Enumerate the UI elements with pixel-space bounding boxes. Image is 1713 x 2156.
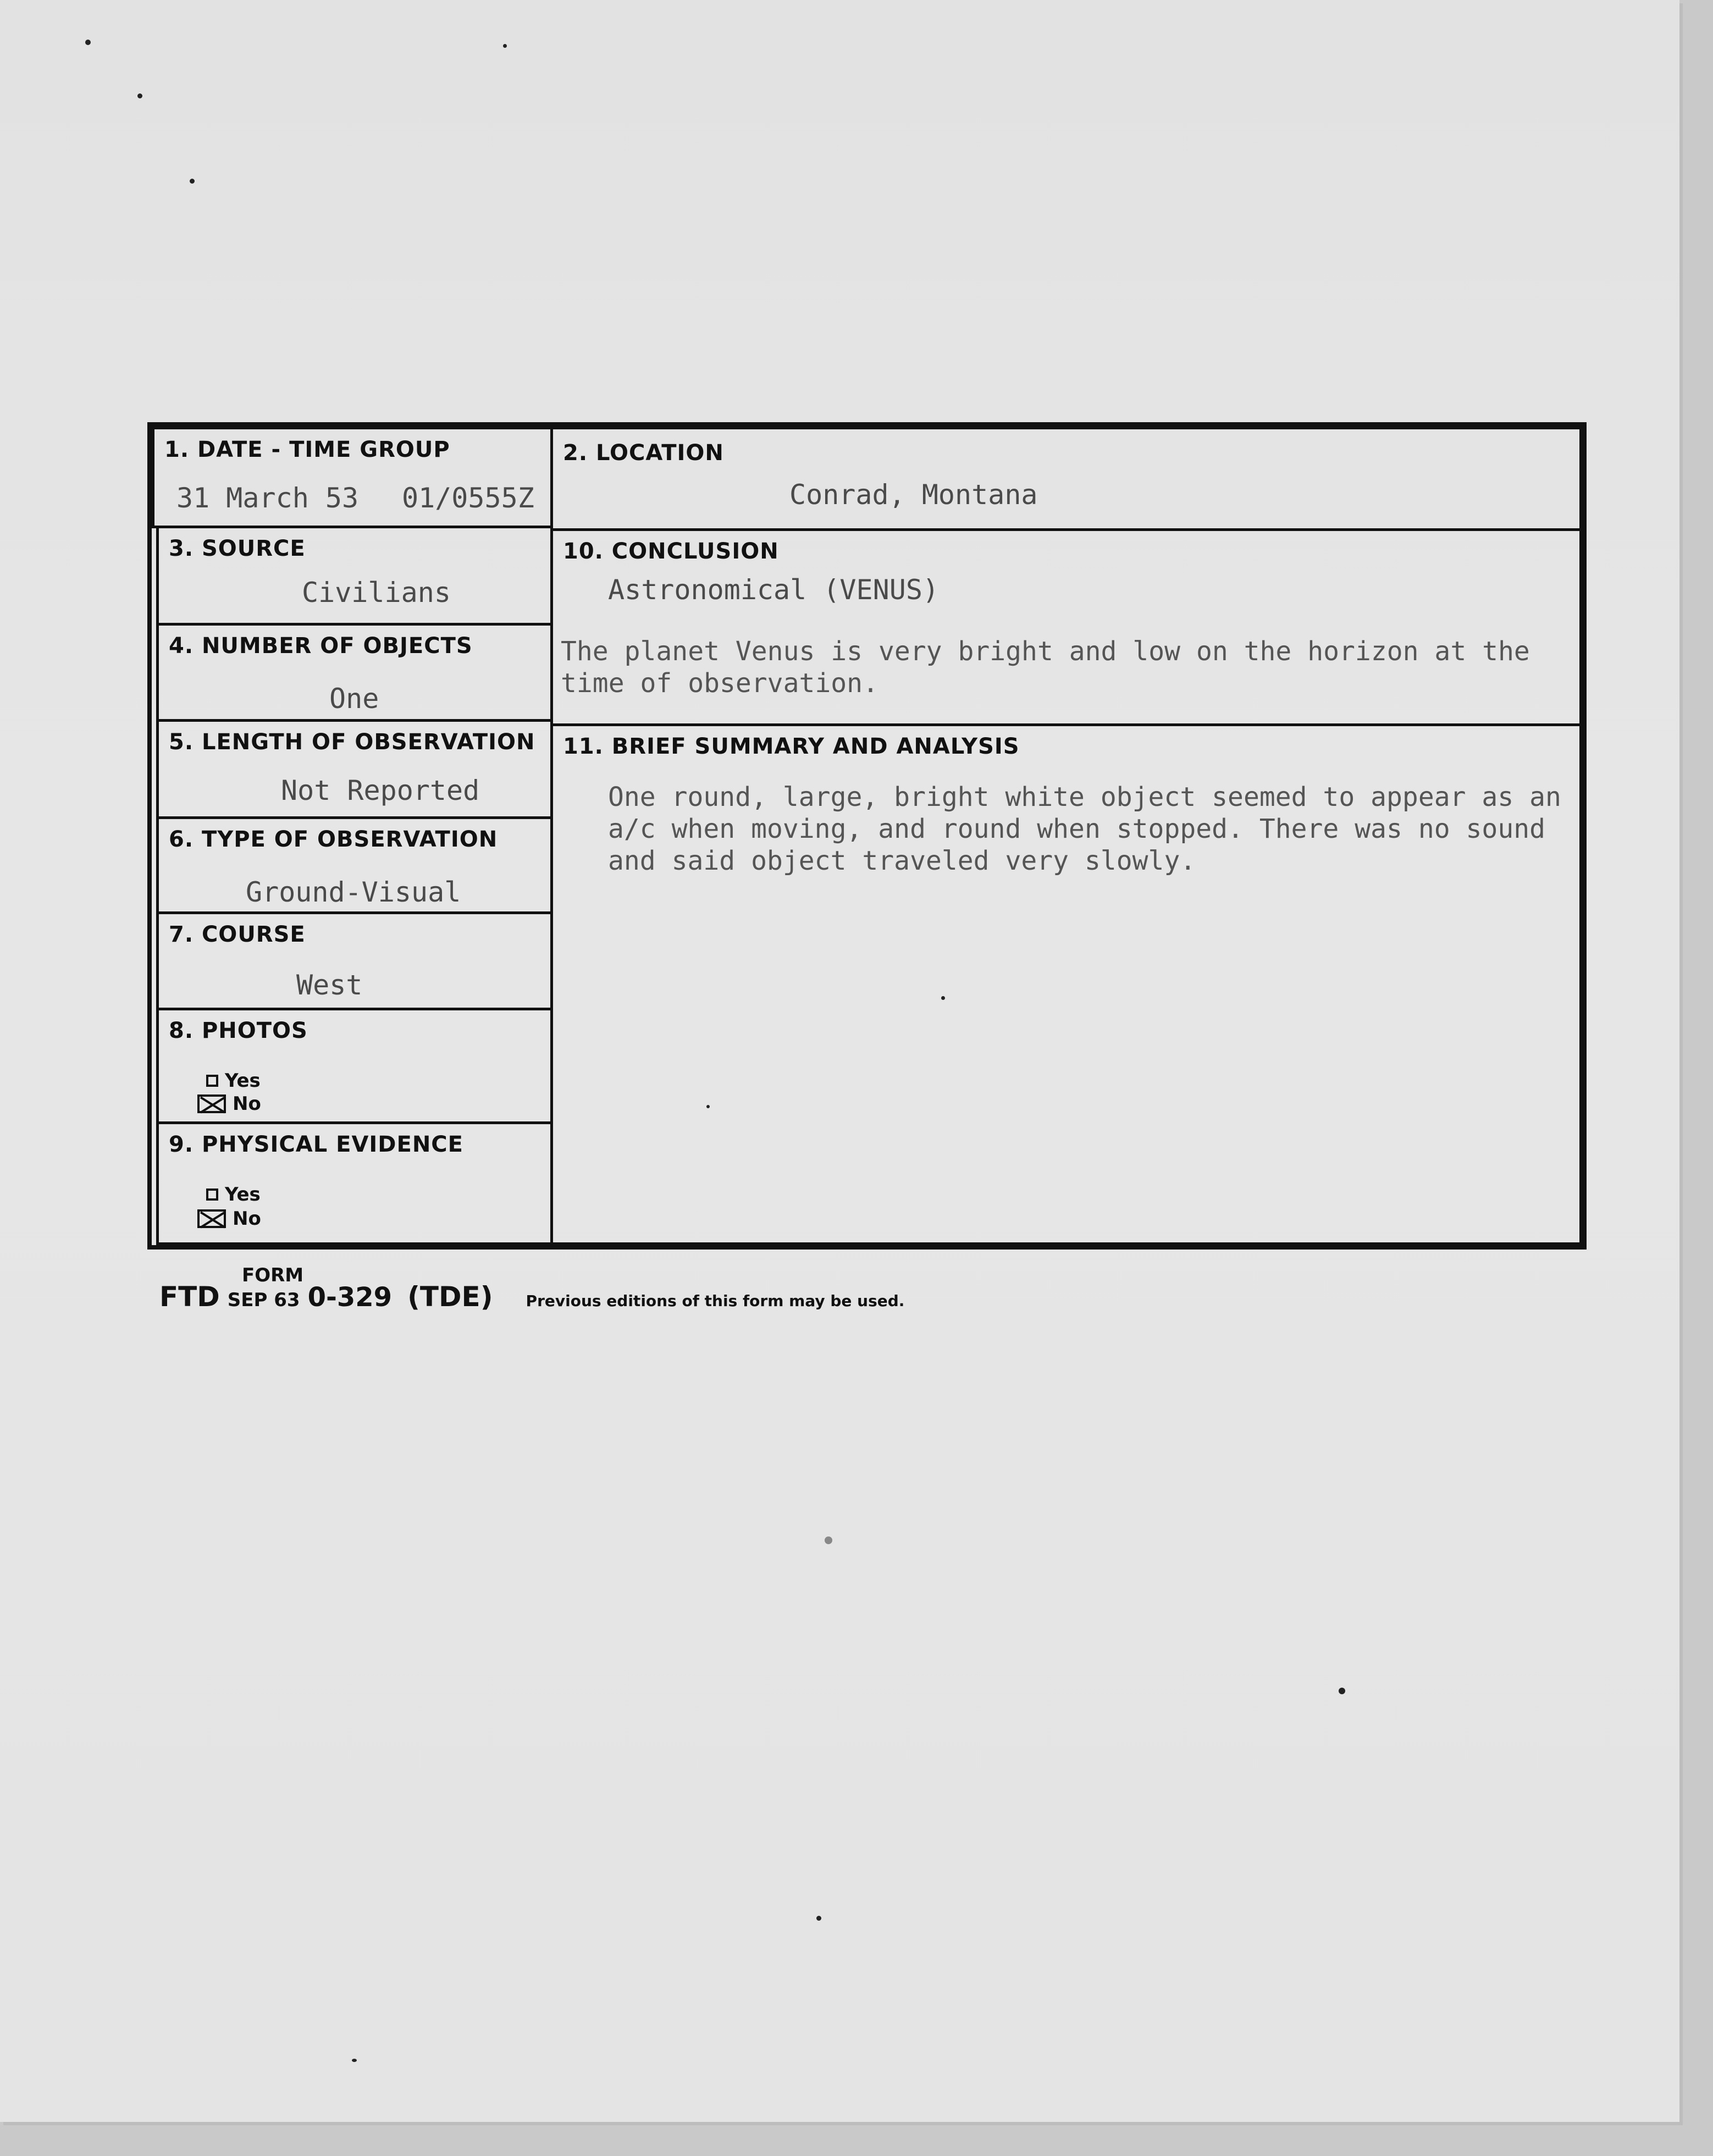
physical-evidence-yes-checkbox[interactable] xyxy=(206,1188,218,1201)
type-of-observation-label: 6. TYPE OF OBSERVATION xyxy=(169,827,498,852)
source-label: 3. SOURCE xyxy=(169,536,306,561)
physical-evidence-cell xyxy=(156,1121,553,1245)
source-cell xyxy=(156,526,553,626)
form-footer xyxy=(159,1281,904,1313)
conclusion-label: 10. CONCLUSION xyxy=(563,539,779,564)
photos-yes-label: Yes xyxy=(225,1070,261,1092)
length-of-observation-value: Not Reported xyxy=(281,775,480,806)
footer-form-number: 0-329 xyxy=(307,1282,393,1313)
summary-text-line: One round, large, bright white object seemed to appear as an xyxy=(608,782,1561,812)
summary-text xyxy=(608,781,1561,877)
photos-no-label: No xyxy=(233,1093,261,1115)
scan-speck xyxy=(190,179,195,184)
summary-text-line: a/c when moving, and round when stopped. There was no sound xyxy=(608,814,1546,844)
scan-speck xyxy=(816,1916,821,1921)
number-of-objects-label: 4. NUMBER OF OBJECTS xyxy=(169,633,473,659)
photos-label: 8. PHOTOS xyxy=(169,1018,308,1043)
footer-note: Previous editions of this form may be used. xyxy=(526,1292,905,1310)
photos-no-checkbox-marked[interactable] xyxy=(197,1094,226,1113)
conclusion-text xyxy=(561,635,1530,699)
time-value: 01/0555Z xyxy=(402,482,534,514)
summary-text-line: and said object traveled very slowly. xyxy=(608,845,1196,876)
report-form xyxy=(147,422,1587,1250)
number-of-objects-cell xyxy=(156,623,553,722)
course-value: West xyxy=(296,969,363,1001)
conclusion-text-line: time of observation. xyxy=(561,668,878,699)
conclusion-cell xyxy=(550,528,1582,726)
photos-no-option[interactable] xyxy=(197,1093,261,1115)
scan-speck xyxy=(825,1536,832,1544)
footer-form-word: FORM xyxy=(242,1264,304,1286)
physical-evidence-yes-label: Yes xyxy=(225,1184,261,1206)
summary-label: 11. BRIEF SUMMARY AND ANALYSIS xyxy=(563,734,1020,759)
scan-speck xyxy=(1339,1688,1345,1694)
location-label: 2. LOCATION xyxy=(563,440,724,466)
physical-evidence-label: 9. PHYSICAL EVIDENCE xyxy=(169,1132,463,1157)
photos-yes-option[interactable] xyxy=(206,1070,261,1092)
course-cell xyxy=(156,911,553,1010)
course-label: 7. COURSE xyxy=(169,922,306,947)
physical-evidence-no-option[interactable] xyxy=(197,1208,261,1230)
photos-cell xyxy=(156,1008,553,1124)
scan-speck xyxy=(941,996,945,1000)
summary-cell xyxy=(550,723,1582,1245)
conclusion-value: Astronomical (VENUS) xyxy=(608,574,940,606)
type-of-observation-cell xyxy=(156,816,553,914)
date-value: 31 March 53 xyxy=(176,482,359,514)
location-value: Conrad, Montana xyxy=(789,479,1038,511)
physical-evidence-yes-option[interactable] xyxy=(206,1184,261,1206)
length-of-observation-cell xyxy=(156,719,553,819)
type-of-observation-value: Ground-Visual xyxy=(246,876,461,908)
footer-office: (TDE) xyxy=(407,1281,493,1313)
footer-ftd: FTD xyxy=(159,1281,220,1313)
location-cell xyxy=(550,427,1582,531)
length-of-observation-label: 5. LENGTH OF OBSERVATION xyxy=(169,729,535,755)
date-time-group-cell xyxy=(152,427,553,528)
source-value: Civilians xyxy=(302,577,451,609)
date-time-group-label: 1. DATE - TIME GROUP xyxy=(164,437,450,462)
footer-date-code: SEP 63 xyxy=(227,1289,300,1311)
number-of-objects-value: One xyxy=(329,683,379,715)
scan-speck xyxy=(706,1105,710,1108)
scan-speck xyxy=(85,40,91,45)
scan-speck xyxy=(352,2059,357,2062)
conclusion-text-line: The planet Venus is very bright and low on the horizon at the xyxy=(561,636,1530,667)
photos-yes-checkbox[interactable] xyxy=(206,1075,218,1087)
physical-evidence-no-label: No xyxy=(233,1208,261,1230)
scan-speck xyxy=(503,44,507,48)
physical-evidence-no-checkbox-marked[interactable] xyxy=(197,1209,226,1228)
scan-speck xyxy=(137,93,142,98)
